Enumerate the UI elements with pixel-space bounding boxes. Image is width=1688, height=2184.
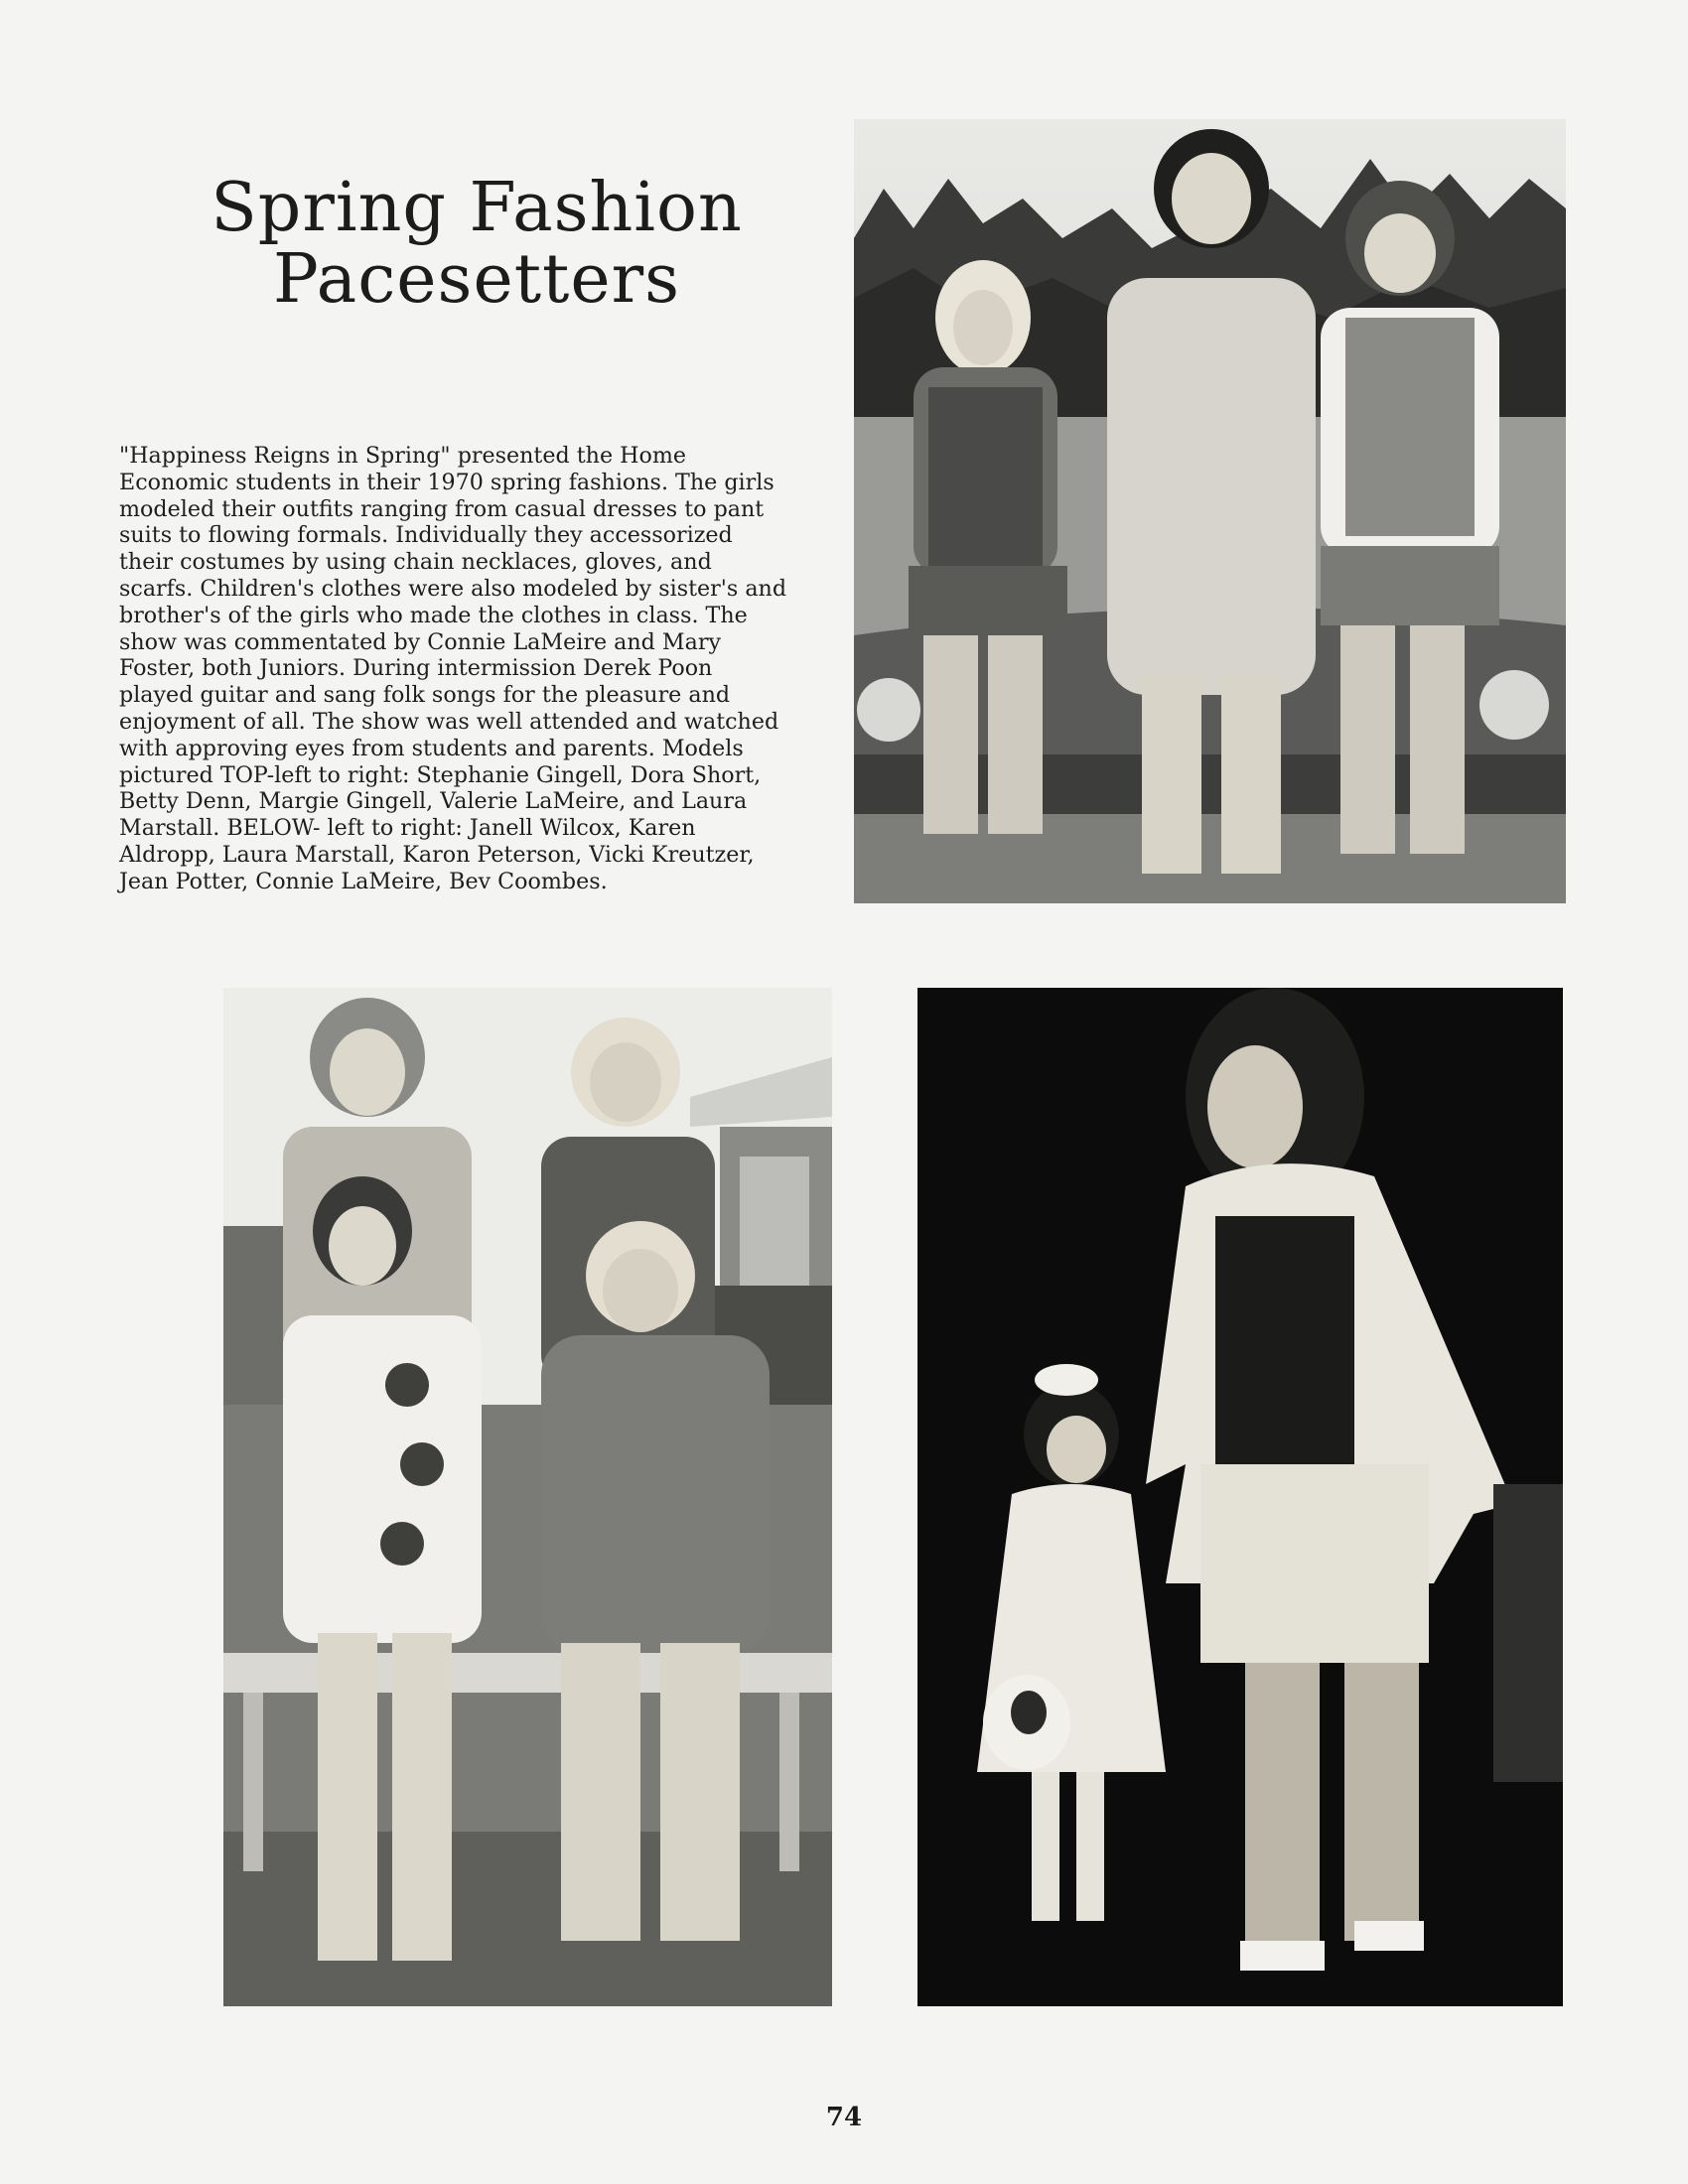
photo-woman-and-child (917, 988, 1563, 2006)
title-line-1: Spring Fashion (211, 168, 743, 247)
title-line-2: Pacesetters (272, 239, 680, 319)
page-title (149, 168, 804, 319)
page-number: 74 (825, 2103, 863, 2132)
photo-three-models-on-car (854, 119, 1566, 903)
photo-four-models-on-bench (223, 988, 832, 2006)
article-body: "Happiness Reigns in Spring" presented the Home Economic students in their 1970 spring fashions. The girls modeled their outfits ranging from casual dresses to pant suits to flowing formals. Individually they accessorized their costumes by using chain necklaces, gloves, and scarfs. Children's clothes were also modeled by sister's and brother's of the girls who made the clothes in class. The show was commentated by Connie LaMeire and Mary Foster, both Juniors. During intermission Derek Poon played guitar and sang folk songs for the pleasure and enjoyment of all. The show was well attended and watched with approving eyes from students and parents. Models pictured TOP-left to right: Stephanie Gingell, Dora Short, Betty Denn, Margie Gingell, Valerie LaMeire, and Laura Marstall. BELOW- left to right: Janell Wilcox, Karen Aldropp, Laura Marstall, Karon Peterson, Vicki Kreutzer, Jean Potter, Connie LaMeire, Bev Coombes. (119, 443, 787, 894)
